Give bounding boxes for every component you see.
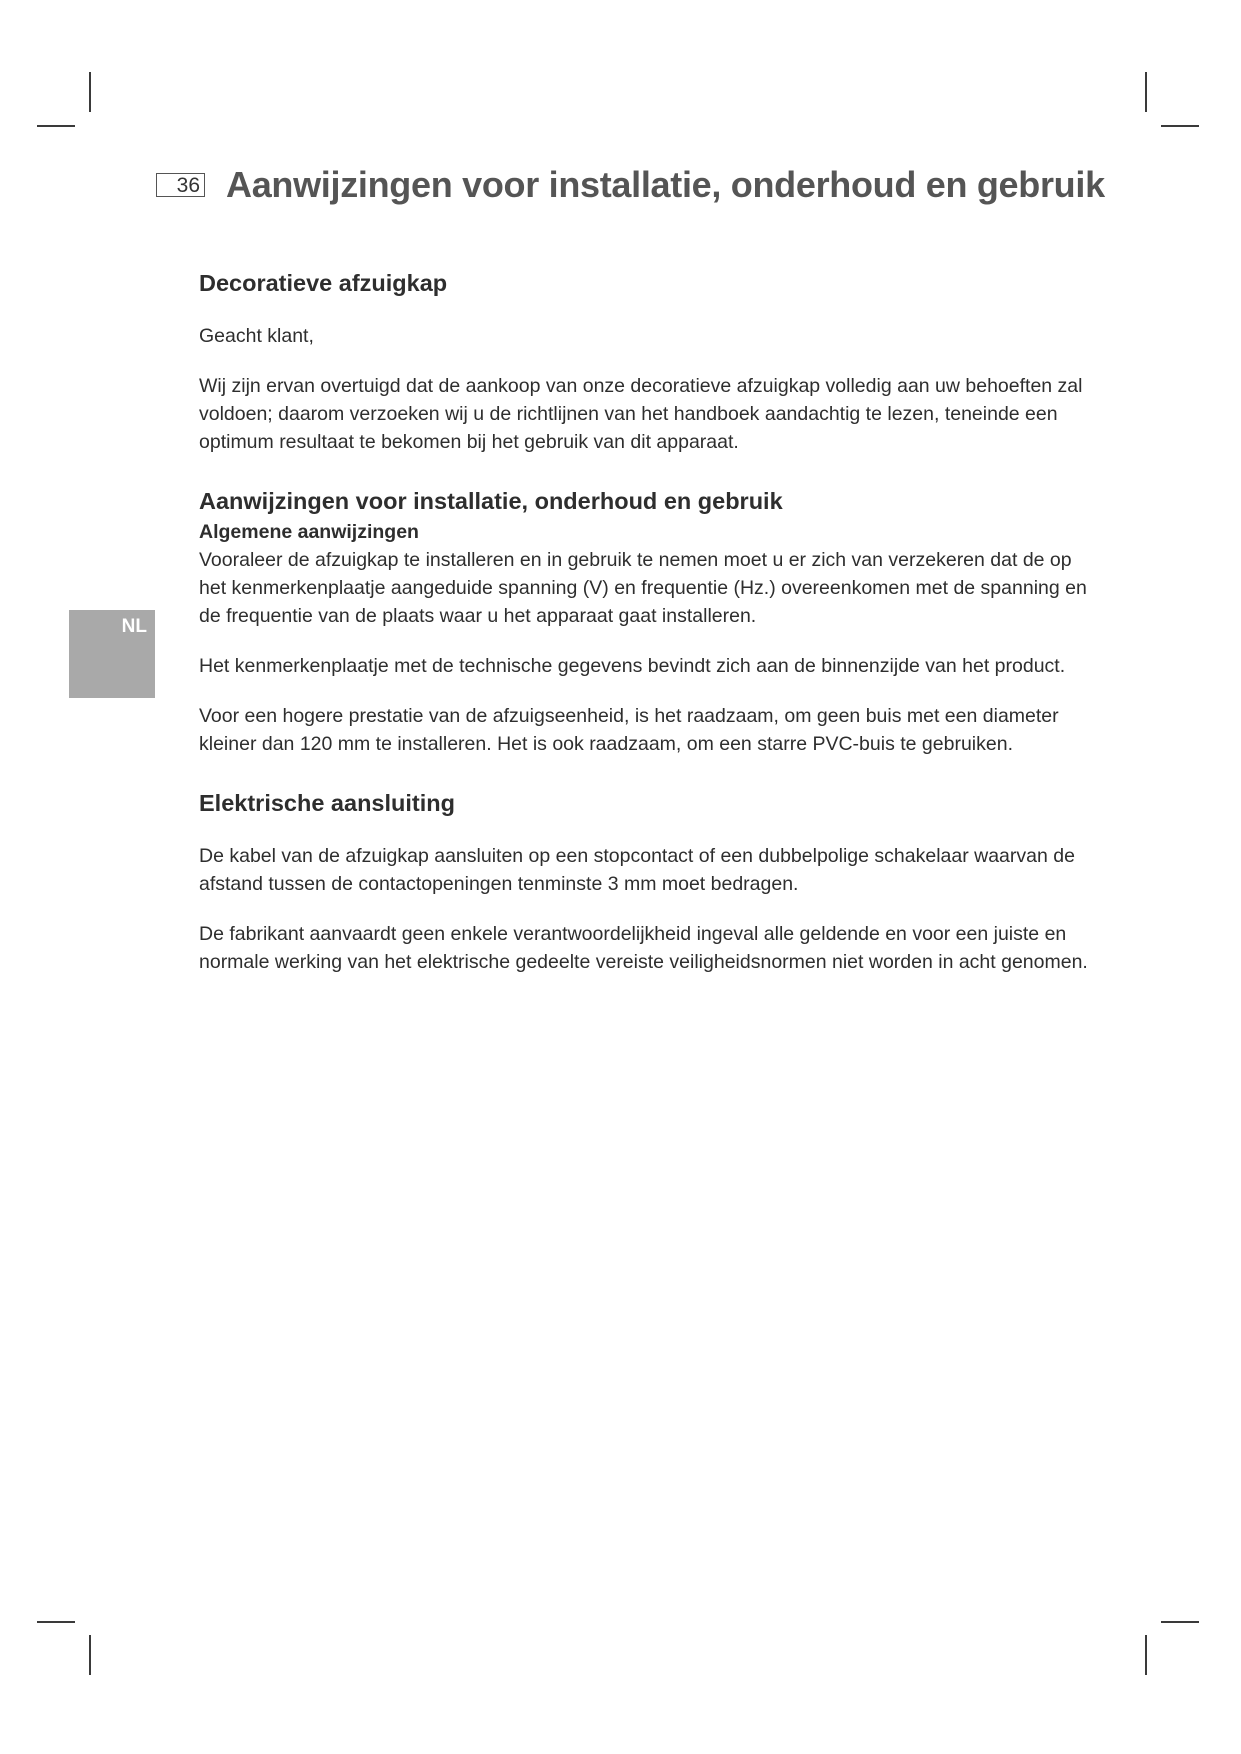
crop-mark-bottom-right-horizontal	[1161, 1621, 1199, 1623]
crop-mark-bottom-left-vertical	[89, 1635, 91, 1675]
crop-mark-top-right-horizontal	[1161, 125, 1199, 127]
intro-paragraph: Wij zijn ervan overtuigd dat de aankoop van onze decoratieve afzuigkap volledig aan uw behoeften zal voldoen; daarom verzoeken wij u de richtlijnen van het handboek aandachtig te lezen, teneinde een optimum resultaat te bekomen bij het gebruik van dit apparaat.	[199, 375, 1083, 453]
crop-mark-top-left-vertical	[89, 72, 91, 112]
page-number: 36	[156, 173, 205, 197]
document-body	[199, 266, 1099, 976]
section-heading-instructions: Aanwijzingen voor installatie, onderhoud en gebruik	[199, 488, 783, 514]
subheading-general-instructions: Algemene aanwijzingen	[199, 521, 419, 543]
section-heading-electrical: Elektrische aansluiting	[199, 790, 455, 816]
language-tab: NL	[69, 610, 155, 698]
instructions-paragraph-duct: Voor een hogere prestatie van de afzuigseenheid, is het raadzaam, om geen buis met een diameter kleiner dan 120 mm te installeren. Het is ook raadzaam, om een starre PVC-buis te gebruiken.	[199, 705, 1059, 755]
electrical-paragraph-connection: De kabel van de afzuigkap aansluiten op een stopcontact of een dubbelpolige schakelaar waarvan de afstand tussen de contactopeningen tenminste 3 mm moet bedragen.	[199, 845, 1075, 895]
crop-mark-bottom-left-horizontal	[37, 1621, 75, 1623]
page-header	[156, 164, 1105, 206]
instructions-paragraph-rating-plate: Het kenmerkenplaatje met de technische gegevens bevindt zich aan de binnenzijde van het product.	[199, 655, 1066, 677]
crop-mark-top-right-vertical	[1145, 72, 1147, 112]
electrical-paragraph-liability: De fabrikant aanvaardt geen enkele verantwoordelijkheid ingeval alle geldende en voor een juiste en normale werking van het elektrische gedeelte vereiste veiligheidsnormen niet worden in acht genomen.	[199, 923, 1088, 973]
section-heading-decorative-hood: Decoratieve afzuigkap	[199, 270, 448, 296]
crop-mark-bottom-right-vertical	[1145, 1635, 1147, 1675]
greeting: Geacht klant,	[199, 325, 314, 347]
page-title: Aanwijzingen voor installatie, onderhoud en gebruik	[226, 164, 1105, 205]
instructions-paragraph-voltage: Vooraleer de afzuigkap te installeren en in gebruik te nemen moet u er zich van verzekeren dat de op het kenmerkenplaatje aangeduide spanning (V) en frequentie (Hz.) overeenkomen met de spanning en de frequentie van de plaats waar u het apparaat gaat installeren.	[199, 549, 1087, 627]
crop-mark-top-left-horizontal	[37, 125, 75, 127]
